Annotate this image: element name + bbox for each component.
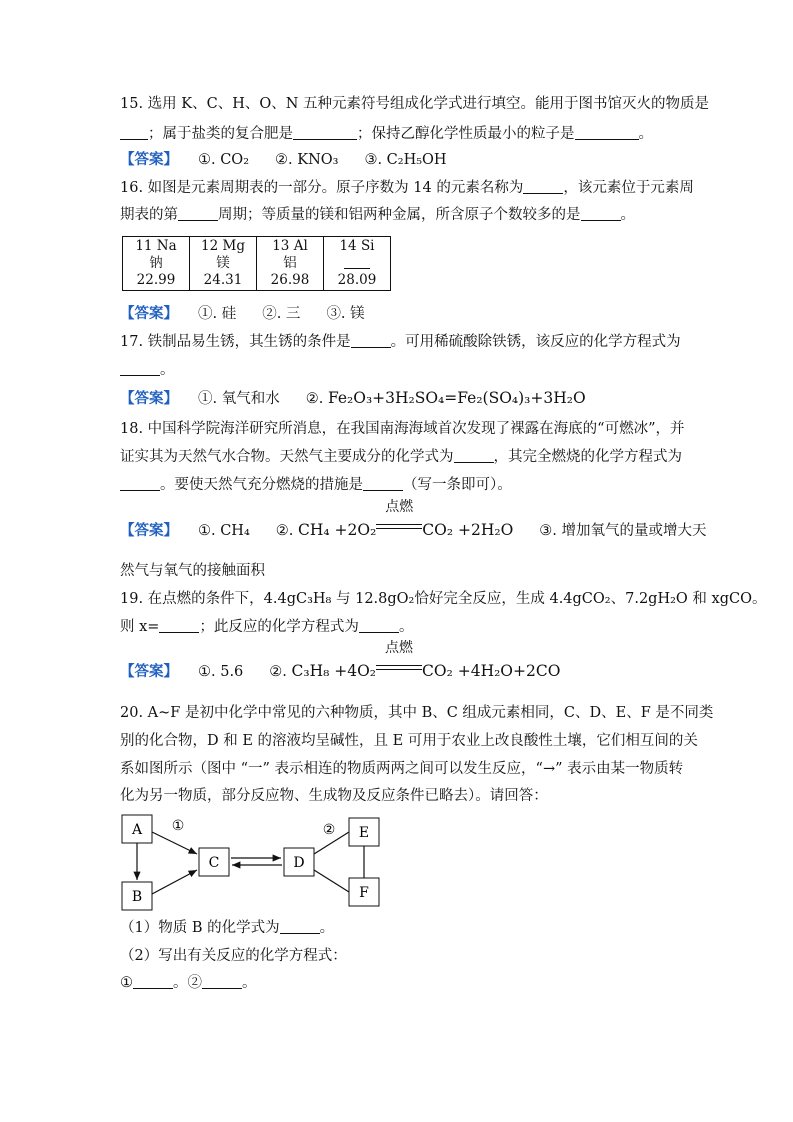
q16-line2: 期表的第 周期；等质量的镁和铝两种金属，所含原子个数较多的是 。 xyxy=(120,207,635,223)
arrow-b-c xyxy=(152,870,197,894)
reaction-condition: 点燃 xyxy=(376,516,422,535)
q15-answer: 【答案】 ①. CO₂ ②. KNO₃ ③. C₂H₅OH xyxy=(120,151,447,168)
node-f xyxy=(349,878,379,906)
q16-answer: 【答案】 ①. 硅 ②. 三 ③. 镁 xyxy=(120,305,365,322)
q17-line2: 。 xyxy=(120,360,175,380)
element-cell-mg: 12 Mg 镁 24.31 xyxy=(190,237,257,291)
arrow-a-c xyxy=(152,832,197,854)
svg-text:E: E xyxy=(358,825,370,841)
blank[interactable] xyxy=(159,618,199,633)
periodic-table-excerpt xyxy=(122,236,391,291)
node-e xyxy=(349,818,379,846)
q20-line1: 20. A~F 是初中化学中常见的六种物质，其中 B、C 组成元素相同，C、D、E、F 是不同类 xyxy=(120,705,714,721)
q19-line2: 则 x= ；此反应的化学方程式为 。 xyxy=(120,619,414,635)
q20-line2: 别的化合物，D 和 E 的溶液均呈碱性，且 E 可用于农业上改良酸性土壤，它们相互间的关 xyxy=(120,733,698,749)
q18-answer: 【答案】 ①. CH₄ ②. CH₄ +2O₂ 点燃 CO₂ +2H₂O ③. 增加氧气的量或增大天 xyxy=(120,499,707,539)
blank[interactable] xyxy=(120,125,148,140)
svg-text:D: D xyxy=(293,855,305,871)
blank[interactable] xyxy=(178,206,218,221)
element-cell-si: 14 Si 28.09 xyxy=(324,237,391,291)
q20-line4: 化为另一物质，部分反应物、生成物及反应条件已略去）。请回答： xyxy=(120,788,548,804)
blank[interactable] xyxy=(363,476,403,491)
label-reaction-1: ① xyxy=(171,818,185,834)
blank[interactable] xyxy=(581,206,621,221)
q19-line1: 19. 在点燃的条件下，4.4gC₃H₈ 与 12.8gO₂恰好完全反应，生成 4.4gCO₂、7.2gH₂O 和 xgCO。 xyxy=(120,591,767,607)
blank[interactable] xyxy=(202,974,242,989)
q19-answer: 【答案】 ①. 5.6 ②. C₃H₈ +4O₂ 点燃 CO₂ +4H₂O+2CO xyxy=(120,640,561,680)
q17-line1: 17. 铁制品易生锈，其生锈的条件是 。可用稀硫酸除铁锈，该反应的化学方程式为 xyxy=(120,334,681,350)
svg-text:F: F xyxy=(359,885,369,901)
q18-answer-cont: 然气与氧气的接触面积 xyxy=(120,563,265,579)
element-cell-na: 11 Na 钠 22.99 xyxy=(123,237,190,291)
blank[interactable] xyxy=(133,974,173,989)
q20-sub2: （2）写出有关反应的化学方程式： xyxy=(120,948,347,964)
q18-line2: 证实其为天然气水合物。天然气主要成分的化学式为 ，其完全燃烧的化学方程式为 xyxy=(120,449,682,465)
link-d-f xyxy=(314,870,349,892)
node-c xyxy=(199,848,229,876)
blank[interactable] xyxy=(575,125,639,140)
blank[interactable] xyxy=(523,179,563,194)
q18-line3: 。要使天然气充分燃烧的措施是 （写一条即可）。 xyxy=(120,475,512,495)
blank[interactable] xyxy=(454,448,494,463)
element-cell-al: 13 Al 铝 26.98 xyxy=(257,237,324,291)
q15-line2: ；属于盐类的复合肥是 ；保持乙醇化学性质最小的粒子是 。 xyxy=(120,124,653,144)
node-a xyxy=(122,815,152,843)
blank[interactable] xyxy=(280,919,320,934)
svg-text:B: B xyxy=(131,889,143,905)
blank[interactable] xyxy=(120,476,160,491)
q16-line1: 16. 如图是元素周期表的一部分。原子序数为 14 的元素名称为 ，该元素位于元素周 xyxy=(120,180,694,196)
svg-text:A: A xyxy=(131,822,143,838)
q15-line1: 15. 选用 K、C、H、O、N 五种元素符号组成化学式进行填空。能用于图书馆灭火的物质是 xyxy=(120,96,710,112)
blank[interactable] xyxy=(344,255,370,269)
label-reaction-2: ② xyxy=(322,822,336,838)
q17-answer: 【答案】 ①. 氧气和水 ②. Fe₂O₃+3H₂SO₄=Fe₂(SO₄)₃+3H₂O xyxy=(120,389,586,407)
blank[interactable] xyxy=(120,361,160,376)
q20-sub3: ① 。② 。 xyxy=(120,975,257,991)
blank[interactable] xyxy=(359,618,399,633)
q20-line3: 系如图所示（图中 “一” 表示相连的物质两两之间可以发生反应，“→” 表示由某一物质转 xyxy=(120,761,684,777)
reaction-diagram xyxy=(120,814,390,918)
blank[interactable] xyxy=(351,333,391,348)
node-d xyxy=(284,848,314,876)
node-b xyxy=(122,882,152,910)
reaction-condition: 点燃 xyxy=(376,657,422,676)
blank[interactable] xyxy=(293,125,357,140)
q20-sub1: （1）物质 B 的化学式为 。 xyxy=(120,920,335,936)
q18-line1: 18. 中国科学院海洋研究所消息，在我国南海海域首次发现了裸露在海底的“可燃冰”，并 xyxy=(120,421,685,437)
svg-text:C: C xyxy=(208,855,220,871)
